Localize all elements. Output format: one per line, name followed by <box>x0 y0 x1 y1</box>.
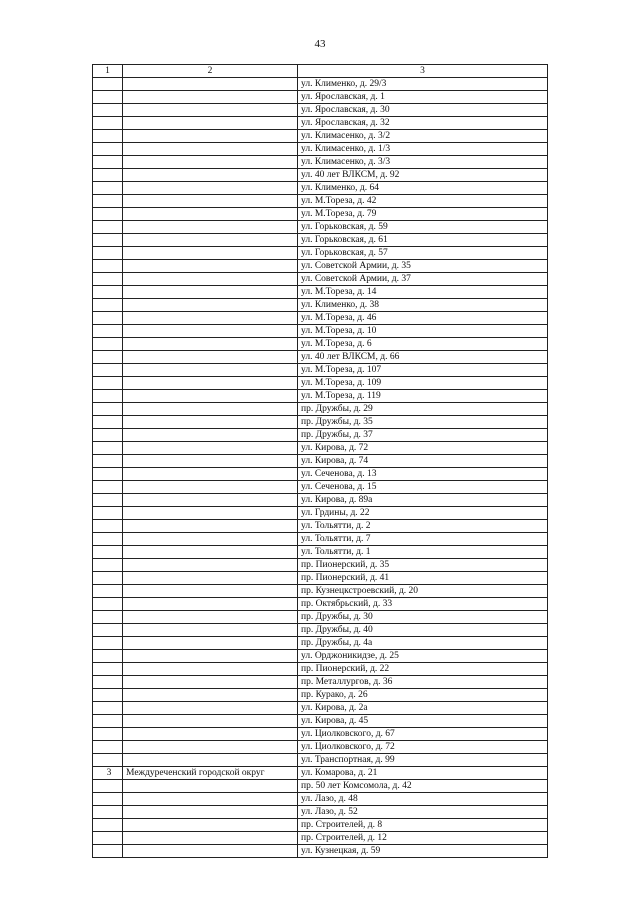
district-cell <box>123 702 298 715</box>
row-number-cell <box>93 546 123 559</box>
address-cell: ул. Орджоникидзе, д. 25 <box>298 650 548 663</box>
district-cell <box>123 520 298 533</box>
table-row <box>93 715 548 728</box>
district-cell <box>123 585 298 598</box>
address-cell: ул. Тольятти, д. 1 <box>298 546 548 559</box>
district-cell <box>123 429 298 442</box>
header-col-2: 2 <box>123 65 298 78</box>
table-row <box>93 208 548 221</box>
address-cell: ул. М.Тореза, д. 79 <box>298 208 548 221</box>
district-cell <box>123 78 298 91</box>
table-row <box>93 481 548 494</box>
row-number-cell <box>93 481 123 494</box>
row-number-cell <box>93 234 123 247</box>
address-cell: ул. М.Тореза, д. 46 <box>298 312 548 325</box>
table-row <box>93 299 548 312</box>
row-number-cell <box>93 806 123 819</box>
address-cell: ул. М.Тореза, д. 14 <box>298 286 548 299</box>
row-number-cell <box>93 377 123 390</box>
district-cell <box>123 572 298 585</box>
district-cell <box>123 234 298 247</box>
district-cell <box>123 741 298 754</box>
district-cell <box>123 546 298 559</box>
table-row <box>93 338 548 351</box>
table-row <box>93 845 548 858</box>
address-cell: ул. Тольятти, д. 7 <box>298 533 548 546</box>
district-cell <box>123 143 298 156</box>
table-row <box>93 351 548 364</box>
district-cell <box>123 663 298 676</box>
district-cell <box>123 286 298 299</box>
row-number-cell <box>93 104 123 117</box>
address-cell: ул. Грдины, д. 22 <box>298 507 548 520</box>
district-cell <box>123 715 298 728</box>
table-row <box>93 182 548 195</box>
row-number-cell <box>93 130 123 143</box>
row-number-cell <box>93 117 123 130</box>
district-cell <box>123 455 298 468</box>
table-row <box>93 416 548 429</box>
district-cell <box>123 299 298 312</box>
table-row <box>93 559 548 572</box>
address-cell: ул. М.Тореза, д. 6 <box>298 338 548 351</box>
row-number-cell <box>93 429 123 442</box>
table-row <box>93 585 548 598</box>
row-number-cell <box>93 676 123 689</box>
district-cell <box>123 559 298 572</box>
table-row <box>93 637 548 650</box>
district-cell <box>123 156 298 169</box>
page-number: 43 <box>314 38 326 50</box>
row-number-cell <box>93 494 123 507</box>
table-row <box>93 403 548 416</box>
address-cell: ул. Клименко, д. 64 <box>298 182 548 195</box>
row-number-cell <box>93 741 123 754</box>
address-cell: ул. М.Тореза, д. 119 <box>298 390 548 403</box>
table-row <box>93 702 548 715</box>
district-cell <box>123 91 298 104</box>
table-row <box>93 572 548 585</box>
table-row <box>93 741 548 754</box>
district-cell <box>123 169 298 182</box>
district-cell <box>123 130 298 143</box>
row-number-cell <box>93 286 123 299</box>
row-number-cell <box>93 442 123 455</box>
table-row <box>93 390 548 403</box>
row-number-cell <box>93 559 123 572</box>
table-row <box>93 260 548 273</box>
row-number-cell: 3 <box>93 767 123 780</box>
table-row <box>93 494 548 507</box>
row-number-cell <box>93 403 123 416</box>
row-number-cell <box>93 351 123 364</box>
row-number-cell <box>93 663 123 676</box>
district-cell: Междуреченский городской округ <box>123 767 298 780</box>
district-cell <box>123 208 298 221</box>
row-number-cell <box>93 182 123 195</box>
table-row <box>93 663 548 676</box>
table-row <box>93 273 548 286</box>
table-row <box>93 455 548 468</box>
table-row <box>93 156 548 169</box>
table-row <box>93 234 548 247</box>
row-number-cell <box>93 416 123 429</box>
district-cell <box>123 845 298 858</box>
district-cell <box>123 273 298 286</box>
address-cell: ул. М.Тореза, д. 109 <box>298 377 548 390</box>
address-cell: пр. Дружбы, д. 4а <box>298 637 548 650</box>
address-cell: ул. Кирова, д. 89а <box>298 494 548 507</box>
address-cell: ул. Кирова, д. 45 <box>298 715 548 728</box>
table-row <box>93 117 548 130</box>
row-number-cell <box>93 780 123 793</box>
row-number-cell <box>93 832 123 845</box>
table-row <box>93 533 548 546</box>
address-cell: ул. Ярославская, д. 1 <box>298 91 548 104</box>
address-cell: пр. Курако, д. 26 <box>298 689 548 702</box>
district-cell <box>123 325 298 338</box>
table-row <box>93 624 548 637</box>
district-cell <box>123 806 298 819</box>
address-cell: ул. Кирова, д. 2а <box>298 702 548 715</box>
row-number-cell <box>93 260 123 273</box>
table-row <box>93 169 548 182</box>
address-cell: ул. Клименко, д. 29/3 <box>298 78 548 91</box>
row-number-cell <box>93 793 123 806</box>
table-row <box>93 598 548 611</box>
address-cell: ул. Ярославская, д. 30 <box>298 104 548 117</box>
address-cell: ул. Горьковская, д. 59 <box>298 221 548 234</box>
district-cell <box>123 494 298 507</box>
address-cell: ул. Циолковского, д. 67 <box>298 728 548 741</box>
table-row <box>93 286 548 299</box>
table-row <box>93 130 548 143</box>
district-cell <box>123 689 298 702</box>
address-cell: пр. Пионерский, д. 35 <box>298 559 548 572</box>
district-cell <box>123 611 298 624</box>
address-cell: ул. М.Тореза, д. 107 <box>298 364 548 377</box>
row-number-cell <box>93 299 123 312</box>
table-row <box>93 78 548 91</box>
table-row <box>93 377 548 390</box>
row-number-cell <box>93 650 123 663</box>
district-cell <box>123 377 298 390</box>
table-row <box>93 780 548 793</box>
table-row <box>93 754 548 767</box>
table-row <box>93 520 548 533</box>
table-row <box>93 546 548 559</box>
row-number-cell <box>93 312 123 325</box>
address-cell: пр. Дружбы, д. 30 <box>298 611 548 624</box>
address-cell: ул. Горьковская, д. 61 <box>298 234 548 247</box>
district-cell <box>123 780 298 793</box>
table-row <box>93 143 548 156</box>
district-cell <box>123 507 298 520</box>
address-cell: пр. 50 лет Комсомола, д. 42 <box>298 780 548 793</box>
row-number-cell <box>93 845 123 858</box>
row-number-cell <box>93 624 123 637</box>
table-row <box>93 676 548 689</box>
address-cell: ул. М.Тореза, д. 42 <box>298 195 548 208</box>
district-cell <box>123 221 298 234</box>
address-cell: ул. Советской Армии, д. 37 <box>298 273 548 286</box>
district-cell <box>123 442 298 455</box>
row-number-cell <box>93 338 123 351</box>
table-row <box>93 195 548 208</box>
row-number-cell <box>93 585 123 598</box>
address-cell: ул. Комарова, д. 21 <box>298 767 548 780</box>
row-number-cell <box>93 221 123 234</box>
table-row <box>93 312 548 325</box>
table-row <box>93 468 548 481</box>
address-cell: ул. Сеченова, д. 13 <box>298 468 548 481</box>
address-cell: ул. Кирова, д. 74 <box>298 455 548 468</box>
address-cell: пр. Строителей, д. 12 <box>298 832 548 845</box>
table-row <box>93 221 548 234</box>
header-col-3: 3 <box>298 65 548 78</box>
row-number-cell <box>93 91 123 104</box>
address-cell: пр. Строителей, д. 8 <box>298 819 548 832</box>
row-number-cell <box>93 637 123 650</box>
district-cell <box>123 819 298 832</box>
address-cell: ул. Лазо, д. 48 <box>298 793 548 806</box>
district-cell <box>123 104 298 117</box>
row-number-cell <box>93 728 123 741</box>
table-row <box>93 793 548 806</box>
row-number-cell <box>93 208 123 221</box>
table-row <box>93 767 548 780</box>
row-number-cell <box>93 143 123 156</box>
row-number-cell <box>93 273 123 286</box>
row-number-cell <box>93 364 123 377</box>
district-cell <box>123 247 298 260</box>
table-row <box>93 247 548 260</box>
district-cell <box>123 351 298 364</box>
address-cell: пр. Пионерский, д. 22 <box>298 663 548 676</box>
address-cell: ул. Клименко, д. 38 <box>298 299 548 312</box>
district-cell <box>123 533 298 546</box>
address-cell: ул. 40 лет ВЛКСМ, д. 92 <box>298 169 548 182</box>
district-cell <box>123 832 298 845</box>
row-number-cell <box>93 689 123 702</box>
row-number-cell <box>93 819 123 832</box>
address-cell: ул. Ярославская, д. 32 <box>298 117 548 130</box>
row-number-cell <box>93 572 123 585</box>
table-row <box>93 91 548 104</box>
district-cell <box>123 338 298 351</box>
address-cell: ул. Кузнецкая, д. 59 <box>298 845 548 858</box>
row-number-cell <box>93 78 123 91</box>
address-cell: пр. Дружбы, д. 37 <box>298 429 548 442</box>
address-cell: ул. М.Тореза, д. 10 <box>298 325 548 338</box>
row-number-cell <box>93 156 123 169</box>
district-cell <box>123 312 298 325</box>
address-cell: пр. Октябрьский, д. 33 <box>298 598 548 611</box>
district-cell <box>123 195 298 208</box>
row-number-cell <box>93 598 123 611</box>
district-cell <box>123 182 298 195</box>
address-cell: пр. Металлургов, д. 36 <box>298 676 548 689</box>
district-cell <box>123 598 298 611</box>
table-row <box>93 364 548 377</box>
address-cell: ул. Климасенко, д. 1/3 <box>298 143 548 156</box>
table-row <box>93 325 548 338</box>
address-cell: ул. Тольятти, д. 2 <box>298 520 548 533</box>
row-number-cell <box>93 247 123 260</box>
address-cell: ул. Советской Армии, д. 35 <box>298 260 548 273</box>
table-row <box>93 728 548 741</box>
district-cell <box>123 793 298 806</box>
table-row <box>93 806 548 819</box>
table-header-row <box>93 65 548 78</box>
district-cell <box>123 650 298 663</box>
row-number-cell <box>93 520 123 533</box>
row-number-cell <box>93 325 123 338</box>
row-number-cell <box>93 390 123 403</box>
row-number-cell <box>93 507 123 520</box>
address-cell: ул. 40 лет ВЛКСМ, д. 66 <box>298 351 548 364</box>
address-cell: пр. Кузнецкстроевский, д. 20 <box>298 585 548 598</box>
district-cell <box>123 676 298 689</box>
table-row <box>93 507 548 520</box>
address-cell: пр. Пионерский, д. 41 <box>298 572 548 585</box>
row-number-cell <box>93 754 123 767</box>
table-row <box>93 611 548 624</box>
table-row <box>93 442 548 455</box>
table-row <box>93 832 548 845</box>
row-number-cell <box>93 468 123 481</box>
table-row <box>93 650 548 663</box>
district-cell <box>123 481 298 494</box>
district-cell <box>123 637 298 650</box>
table-body <box>93 78 548 858</box>
address-cell: ул. Климасенко, д. 3/2 <box>298 130 548 143</box>
row-number-cell <box>93 455 123 468</box>
district-cell <box>123 624 298 637</box>
address-cell: пр. Дружбы, д. 29 <box>298 403 548 416</box>
row-number-cell <box>93 195 123 208</box>
row-number-cell <box>93 611 123 624</box>
row-number-cell <box>93 169 123 182</box>
address-cell: ул. Транспортная, д. 99 <box>298 754 548 767</box>
address-cell: ул. Кирова, д. 72 <box>298 442 548 455</box>
district-cell <box>123 754 298 767</box>
address-cell: ул. Циолковского, д. 72 <box>298 741 548 754</box>
address-cell: ул. Климасенко, д. 3/3 <box>298 156 548 169</box>
table-row <box>93 689 548 702</box>
address-table <box>92 64 548 858</box>
district-cell <box>123 416 298 429</box>
address-cell: пр. Дружбы, д. 35 <box>298 416 548 429</box>
row-number-cell <box>93 702 123 715</box>
district-cell <box>123 728 298 741</box>
address-cell: ул. Сеченова, д. 15 <box>298 481 548 494</box>
header-col-1: 1 <box>93 65 123 78</box>
row-number-cell <box>93 715 123 728</box>
district-cell <box>123 468 298 481</box>
table-row <box>93 819 548 832</box>
district-cell <box>123 403 298 416</box>
district-cell <box>123 117 298 130</box>
address-cell: ул. Горьковская, д. 57 <box>298 247 548 260</box>
district-cell <box>123 260 298 273</box>
address-cell: ул. Лазо, д. 52 <box>298 806 548 819</box>
row-number-cell <box>93 533 123 546</box>
table-row <box>93 104 548 117</box>
address-cell: пр. Дружбы, д. 40 <box>298 624 548 637</box>
table-row <box>93 429 548 442</box>
district-cell <box>123 390 298 403</box>
district-cell <box>123 364 298 377</box>
